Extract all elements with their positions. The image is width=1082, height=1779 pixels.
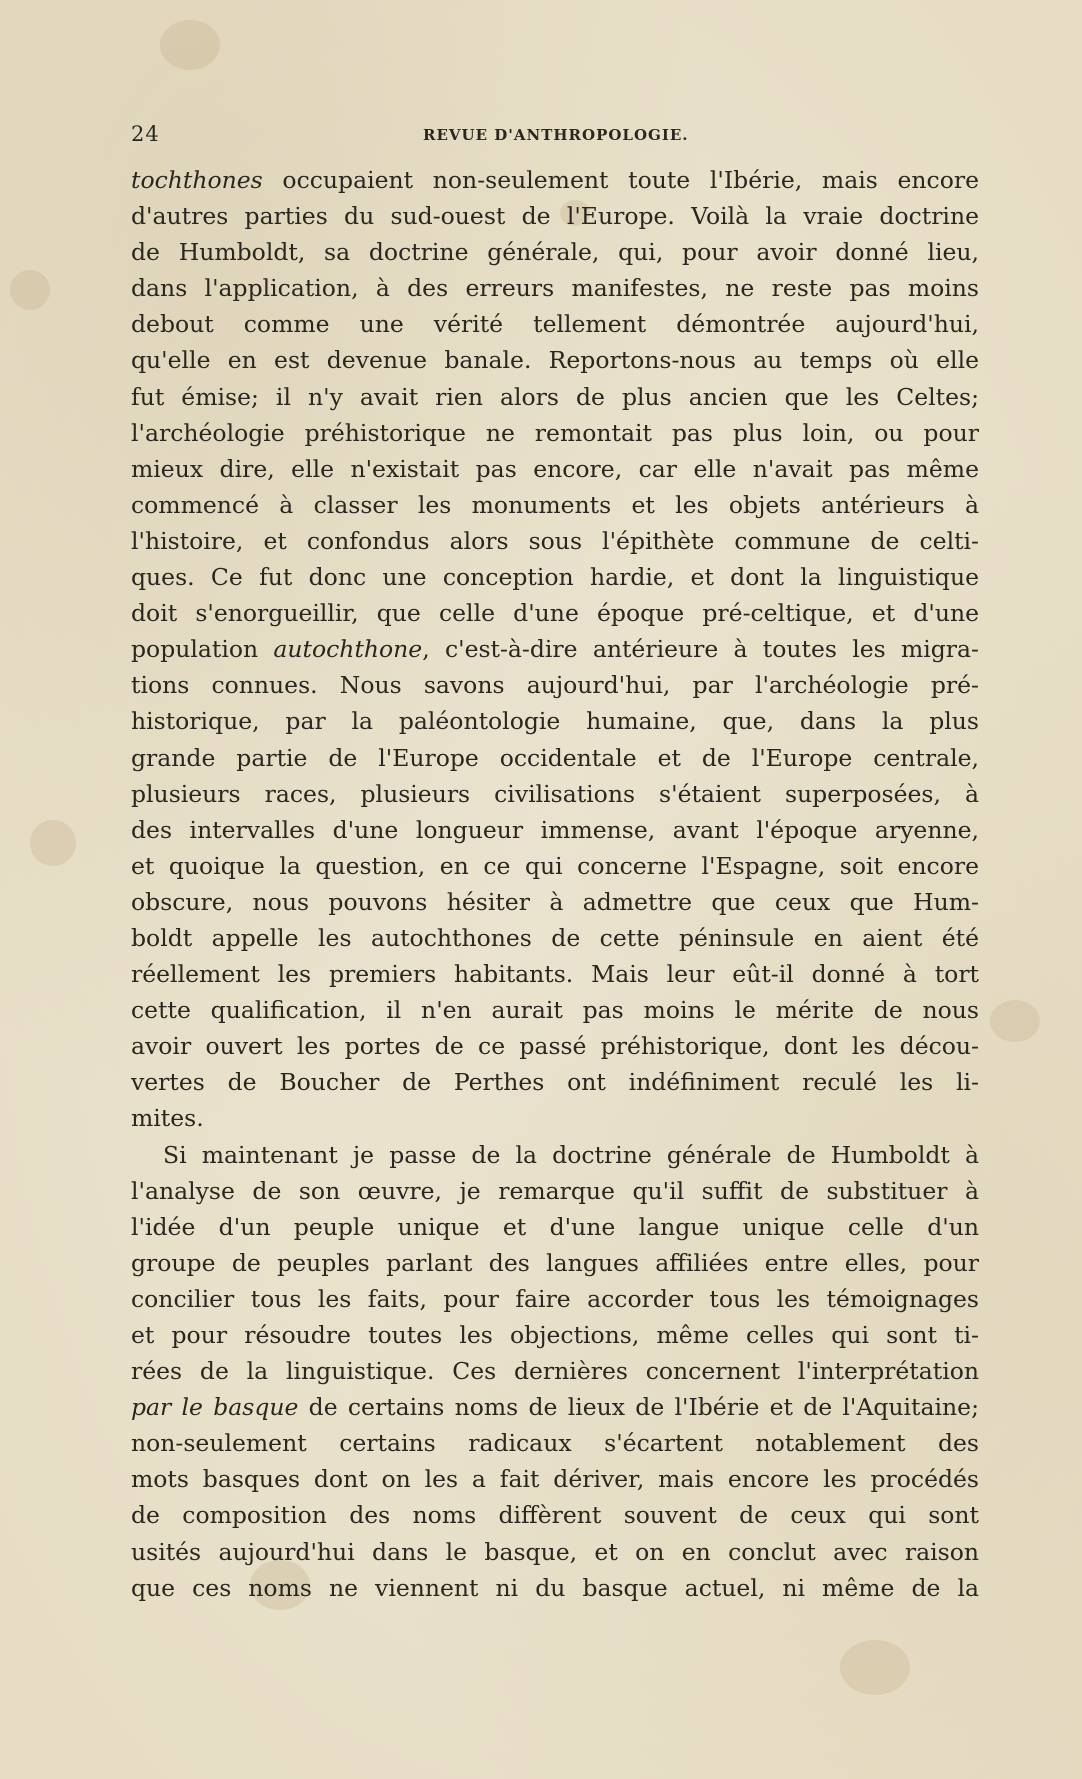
text-line xyxy=(131,1281,979,1317)
line-text: obscure, nous pouvons hésiter à admettre que ceux que Hum- xyxy=(131,887,979,916)
line-text: usités aujourd'hui dans le basque, et on en conclut avec raison xyxy=(131,1537,979,1566)
text-line xyxy=(131,306,979,342)
text-line xyxy=(131,703,979,739)
line-text: l'analyse de son œuvre, je remarque qu'il suffit de substituer à xyxy=(131,1176,979,1205)
text-line xyxy=(131,1534,979,1570)
text-line xyxy=(131,595,979,631)
paper-stain xyxy=(30,820,76,866)
text-line xyxy=(131,487,979,523)
line-text: vertes de Boucher de Perthes ont indéfiniment reculé les li- xyxy=(131,1068,979,1097)
text-line xyxy=(131,1497,979,1533)
text-line xyxy=(131,1389,979,1425)
text-line xyxy=(131,234,979,270)
italic-text: tochthones xyxy=(131,166,263,194)
line-text: mots basques dont on les a fait dériver, mais encore les procédés xyxy=(131,1465,979,1494)
text-line xyxy=(131,992,979,1028)
line-text: d'autres parties du sud-ouest de l'Europe. Voilà la vraie doctrine xyxy=(131,202,979,231)
paper-stain xyxy=(10,270,50,310)
text-line xyxy=(131,451,979,487)
text-line xyxy=(131,1028,979,1064)
text-line xyxy=(131,1137,979,1173)
text-line xyxy=(131,415,979,451)
text-line xyxy=(131,740,979,776)
line-text: commencé à classer les monuments et les objets antérieurs à xyxy=(131,490,979,519)
text-line xyxy=(131,884,979,920)
text-line xyxy=(131,559,979,595)
text-line xyxy=(131,1173,979,1209)
text-line xyxy=(131,956,979,992)
text-line xyxy=(131,270,979,306)
text-line xyxy=(131,1317,979,1353)
line-text: dans l'application, à des erreurs manifestes, ne reste pas moins xyxy=(131,274,979,303)
line-text: rées de la linguistique. Ces dernières concernent l'interprétation xyxy=(131,1357,979,1386)
text-line xyxy=(131,1064,979,1100)
text-line xyxy=(131,1100,979,1136)
text-line xyxy=(131,1353,979,1389)
text-line xyxy=(131,812,979,848)
line-text: de certains noms de lieux de l'Ibérie et de l'Aquitaine; xyxy=(298,1393,979,1422)
line-text: doit s'enorgueillir, que celle d'une époque pré-celtique, et d'une xyxy=(131,599,979,628)
page-number: 24 xyxy=(131,122,160,146)
text-line xyxy=(131,667,979,703)
line-text: plusieurs races, plusieurs civilisations s'étaient superposées, à xyxy=(131,779,979,808)
body-text xyxy=(131,162,979,1606)
line-text: de Humboldt, sa doctrine générale, qui, pour avoir donné lieu, xyxy=(131,238,979,267)
line-text: grande partie de l'Europe occidentale et de l'Europe centrale, xyxy=(131,743,979,772)
line-text: non-seulement certains radicaux s'écartent notablement des xyxy=(131,1429,979,1458)
line-text: de composition des noms diffèrent souvent de ceux qui sont xyxy=(131,1501,979,1530)
text-line xyxy=(131,198,979,234)
line-text: debout comme une vérité tellement démontrée aujourd'hui, xyxy=(131,310,979,339)
text-line xyxy=(131,1461,979,1497)
paper-stain xyxy=(840,1640,910,1695)
text-line xyxy=(131,1209,979,1245)
page-header xyxy=(131,122,981,152)
line-text: boldt appelle les autochthones de cette péninsule en aient été xyxy=(131,923,979,952)
paper-stain xyxy=(990,1000,1040,1042)
text-line xyxy=(131,776,979,812)
line-text: réellement les premiers habitants. Mais leur eût-il donné à tort xyxy=(131,960,979,989)
line-text: des intervalles d'une longueur immense, avant l'époque aryenne, xyxy=(131,815,979,844)
line-text: l'idée d'un peuple unique et d'une langue unique celle d'un xyxy=(131,1212,979,1241)
line-text: l'histoire, et confondus alors sous l'épithète commune de celti- xyxy=(131,526,979,555)
line-text: occupaient non-seulement toute l'Ibérie, mais encore xyxy=(262,166,979,194)
line-text: que ces noms ne viennent ni du basque actuel, ni même de la xyxy=(131,1573,979,1602)
line-text: historique, par la paléontologie humaine, que, dans la plus xyxy=(131,707,979,736)
line-text: et quoique la question, en ce qui concerne l'Espagne, soit encore xyxy=(131,851,979,880)
line-text: concilier tous les faits, pour faire accorder tous les témoignages xyxy=(131,1284,979,1313)
italic-text: par le basque xyxy=(131,1393,299,1422)
text-line xyxy=(131,848,979,884)
line-text: avoir ouvert les portes de ce passé préhistorique, dont les décou- xyxy=(131,1032,979,1061)
line-text: population xyxy=(131,635,274,664)
running-head: REVUE D'ANTHROPOLOGIE. xyxy=(423,126,689,144)
line-text: , c'est-à-dire antérieure à toutes les migra- xyxy=(422,635,979,664)
line-text: mieux dire, elle n'existait pas encore, car elle n'avait pas même xyxy=(131,454,979,483)
text-line xyxy=(131,1425,979,1461)
line-text: fut émise; il n'y avait rien alors de plus ancien que les Celtes; xyxy=(131,382,979,411)
line-text: tions connues. Nous savons aujourd'hui, par l'archéologie pré- xyxy=(131,671,979,700)
text-line xyxy=(131,631,979,667)
line-text: qu'elle en est devenue banale. Reportons-nous au temps où elle xyxy=(131,346,979,375)
line-text: et pour résoudre toutes les objections, même celles qui sont ti- xyxy=(131,1321,979,1349)
text-line xyxy=(131,1245,979,1281)
line-text: l'archéologie préhistorique ne remontait pas plus loin, ou pour xyxy=(131,418,979,447)
text-line xyxy=(131,342,979,378)
text-line xyxy=(131,1570,979,1606)
text-line xyxy=(131,162,979,198)
text-line xyxy=(131,920,979,956)
italic-text: autochthone xyxy=(273,635,423,664)
text-line xyxy=(131,523,979,559)
line-text: mites. xyxy=(131,1104,204,1133)
line-text: Si maintenant je passe de la doctrine générale de Humboldt à xyxy=(163,1140,979,1169)
line-text: groupe de peuples parlant des langues affiliées entre elles, pour xyxy=(131,1248,979,1277)
paper-stain xyxy=(160,20,220,70)
line-text: cette qualification, il n'en aurait pas moins le mérite de nous xyxy=(131,996,979,1025)
line-text: ques. Ce fut donc une conception hardie, et dont la linguistique xyxy=(131,563,979,592)
text-line xyxy=(131,379,979,415)
